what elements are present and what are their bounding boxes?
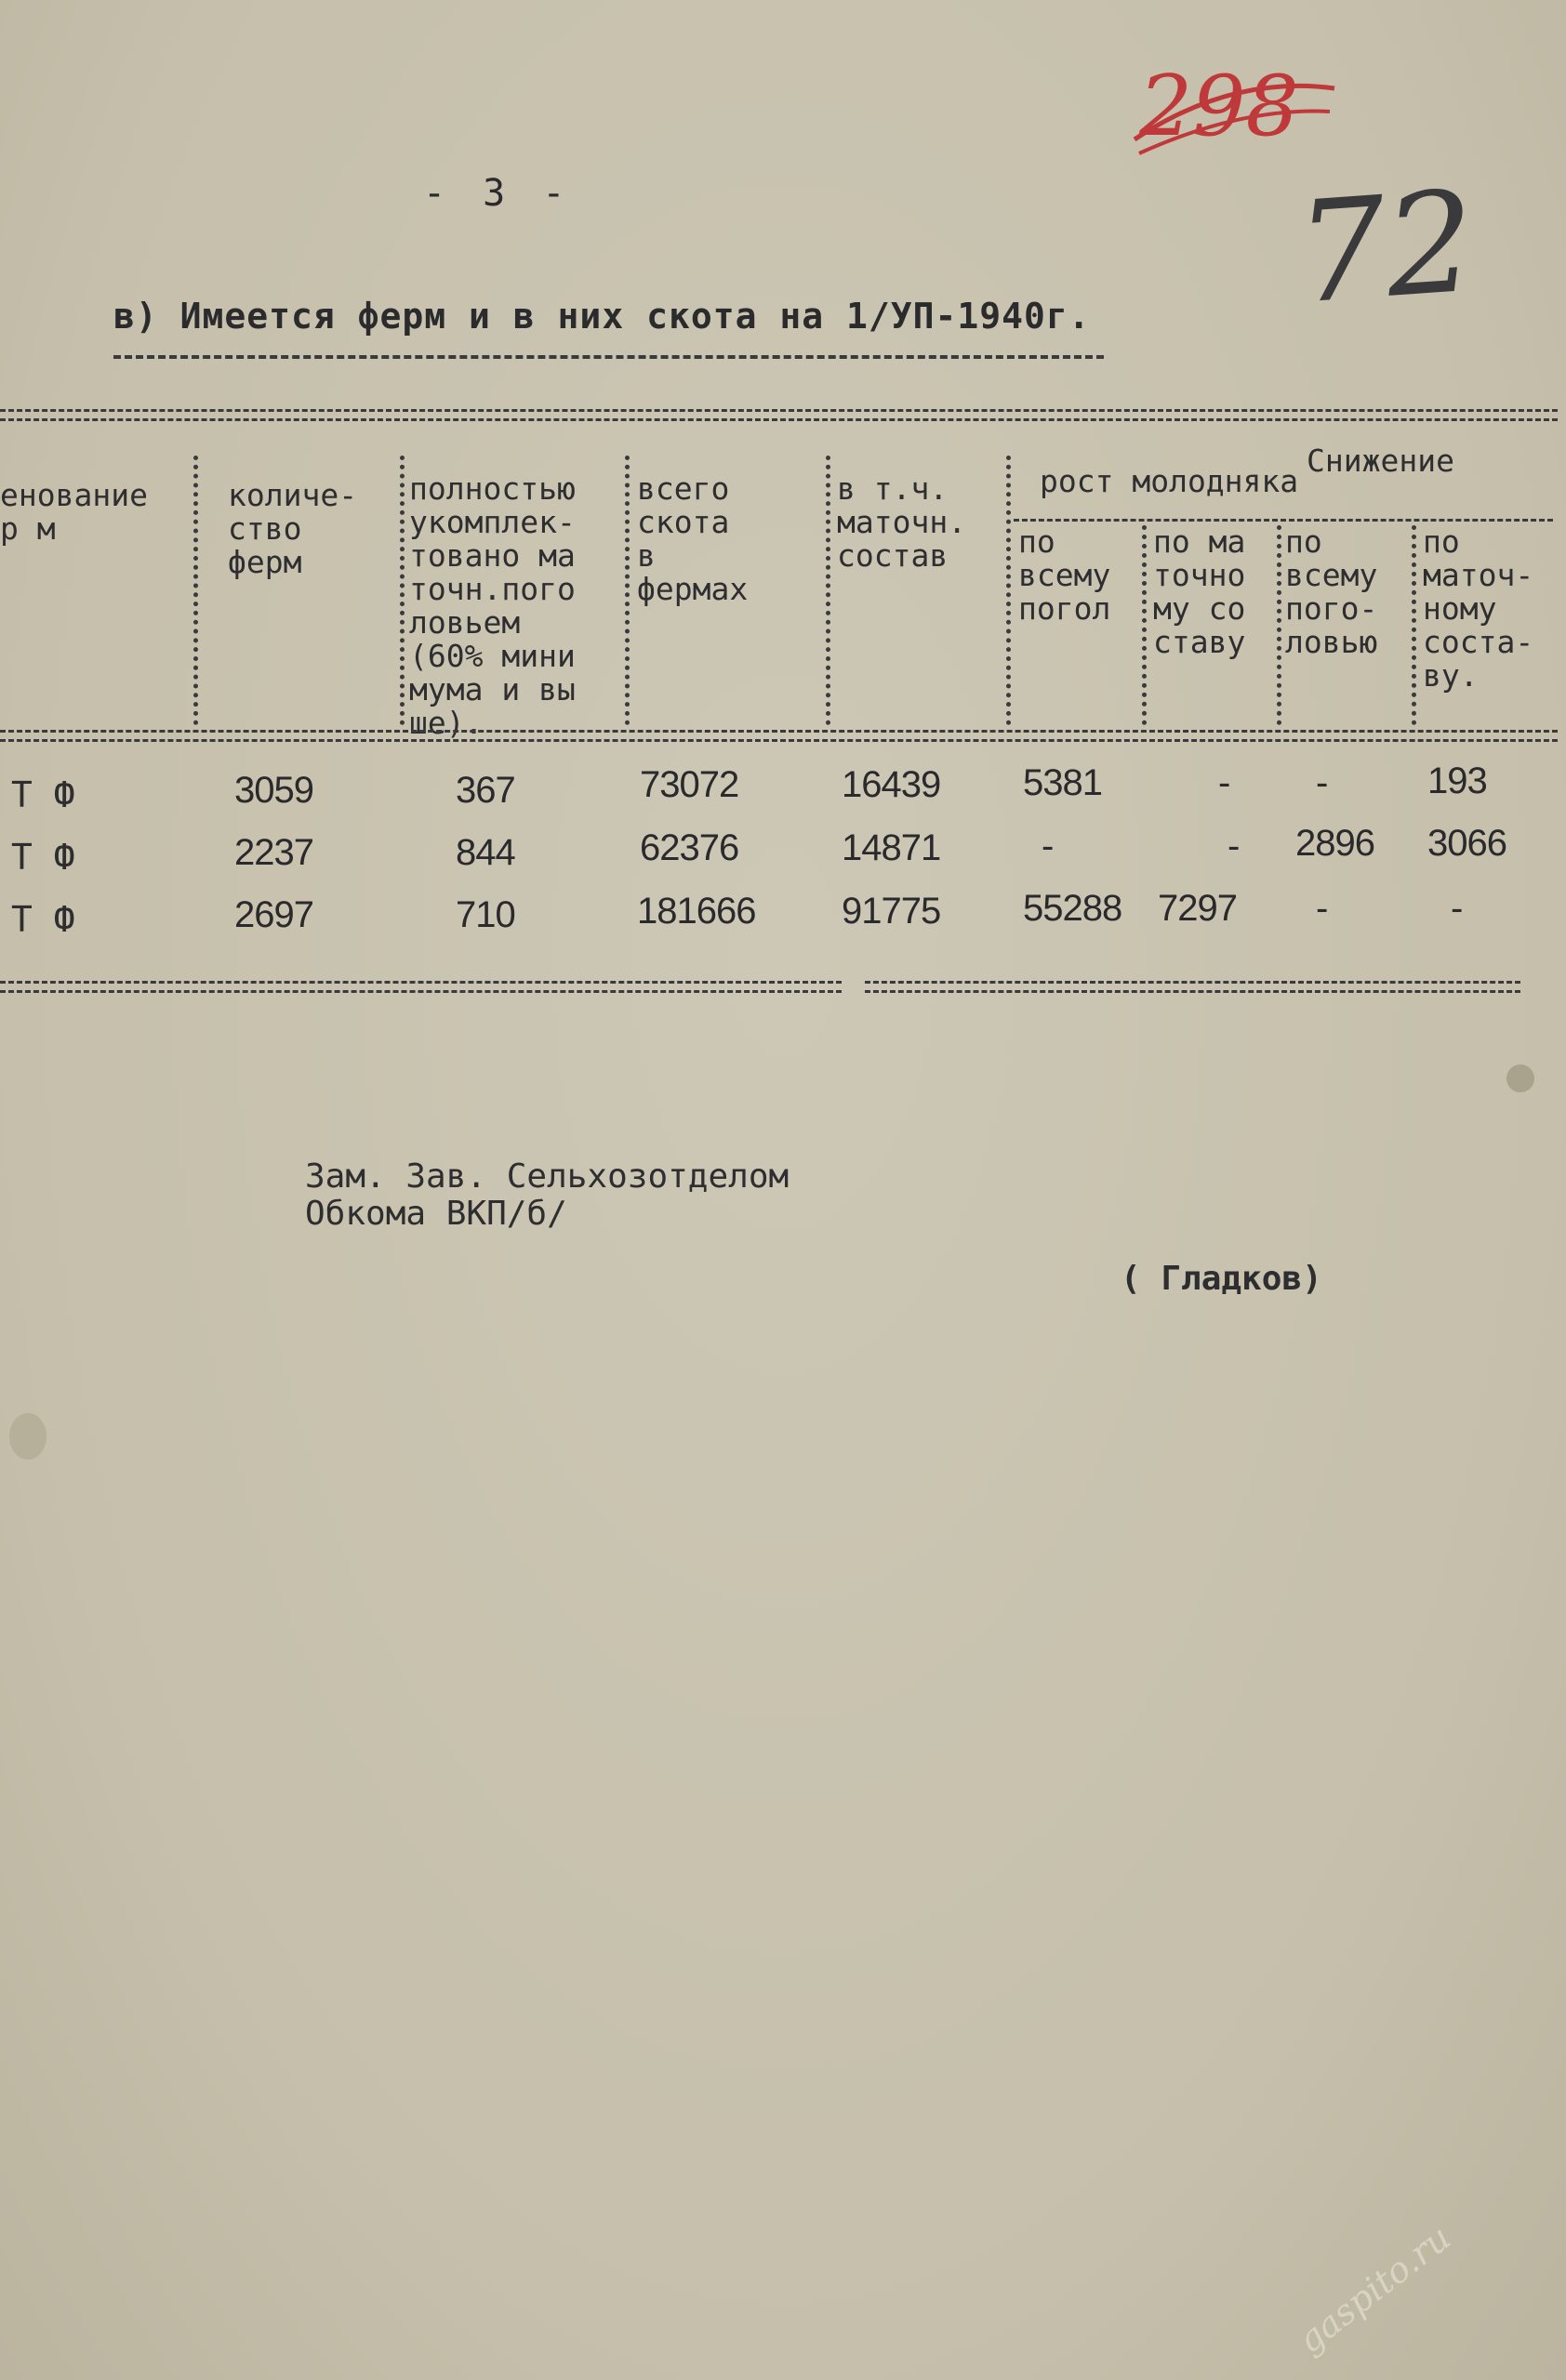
cell-growth-all: -	[1042, 826, 1054, 866]
row-label: Т Ф	[11, 899, 75, 940]
header-decline: Снижение	[1307, 443, 1454, 479]
table-bottom-rule-right	[865, 981, 1520, 993]
header-growth-breeding: по ма точно му со ставу	[1153, 523, 1246, 660]
cell-growth-breeding: 7297	[1158, 888, 1237, 929]
column-separator	[1412, 525, 1416, 725]
cell-total: 73072	[640, 764, 739, 805]
cell-total: 62376	[640, 827, 739, 868]
cell-decline-all: 2896	[1295, 823, 1374, 864]
cell-count: 2697	[234, 894, 313, 935]
header-complete: полностью укомплек- товано ма точн.пого ловьем (60% мини мума и вы ше).	[409, 470, 576, 741]
cell-decline-all: -	[1316, 762, 1328, 803]
paper-spot	[1506, 1064, 1534, 1092]
cell-growth-breeding: -	[1228, 826, 1240, 866]
cell-decline-breeding: 193	[1427, 760, 1487, 801]
page-number: - 3 -	[423, 172, 573, 215]
header-count: количе- ство ферм	[228, 477, 358, 580]
column-separator	[1006, 456, 1011, 725]
handwritten-archive-number: 72	[1292, 161, 1480, 336]
header-growth: рост молодняка	[1040, 463, 1299, 499]
cell-breeding: 16439	[842, 764, 941, 805]
header-subdivider	[1014, 519, 1553, 522]
cell-growth-breeding: -	[1218, 762, 1230, 803]
punch-hole	[9, 1413, 46, 1460]
cell-complete: 710	[456, 894, 515, 935]
row-label: Т Ф	[11, 774, 75, 815]
crossed-number-text: 298	[1139, 58, 1299, 155]
cell-count: 3059	[234, 770, 313, 811]
signature-title-line1: Зам. Зав. Сельхозотделом	[305, 1157, 790, 1196]
cell-breeding: 91775	[842, 891, 941, 932]
header-breeding: в т.ч. маточн. состав	[837, 470, 967, 574]
cell-total: 181666	[637, 891, 756, 932]
header-decline-all: по всему пого- ловью	[1285, 523, 1378, 660]
cell-breeding: 14871	[842, 827, 941, 868]
cell-growth-all: 5381	[1023, 762, 1102, 803]
header-bottom-rule	[0, 730, 1558, 742]
column-separator	[1277, 525, 1281, 725]
table-bottom-rule-left	[0, 981, 842, 993]
header-total: всего скота в фермах	[637, 470, 749, 607]
crossed-archive-number	[1130, 37, 1344, 167]
heading-underline	[113, 355, 1104, 359]
cell-complete: 367	[456, 770, 515, 811]
column-separator	[826, 456, 830, 725]
cell-decline-breeding: -	[1451, 888, 1463, 929]
header-name: енование р м	[0, 477, 148, 547]
cell-complete: 844	[456, 832, 515, 873]
column-separator	[1142, 525, 1147, 725]
cell-decline-breeding: 3066	[1427, 823, 1506, 864]
column-separator	[625, 456, 630, 725]
site-watermark: gaspito.ru	[1290, 2216, 1459, 2361]
cell-decline-all: -	[1316, 888, 1328, 929]
table-top-rule	[0, 409, 1558, 421]
header-growth-all: по всему погол	[1018, 523, 1111, 627]
cell-count: 2237	[234, 832, 313, 873]
signature-title-line2: Обкома ВКП/б/	[305, 1195, 567, 1233]
column-separator	[193, 456, 198, 725]
cell-growth-all: 55288	[1023, 888, 1122, 929]
row-label: Т Ф	[11, 837, 75, 878]
header-decline-breeding: по маточ- ному соста- ву.	[1423, 523, 1534, 694]
column-separator	[400, 456, 405, 725]
section-heading: в) Имеется ферм и в них скота на 1/УП-1940г.	[113, 296, 1091, 337]
signatory-name: ( Гладков)	[1121, 1260, 1322, 1298]
